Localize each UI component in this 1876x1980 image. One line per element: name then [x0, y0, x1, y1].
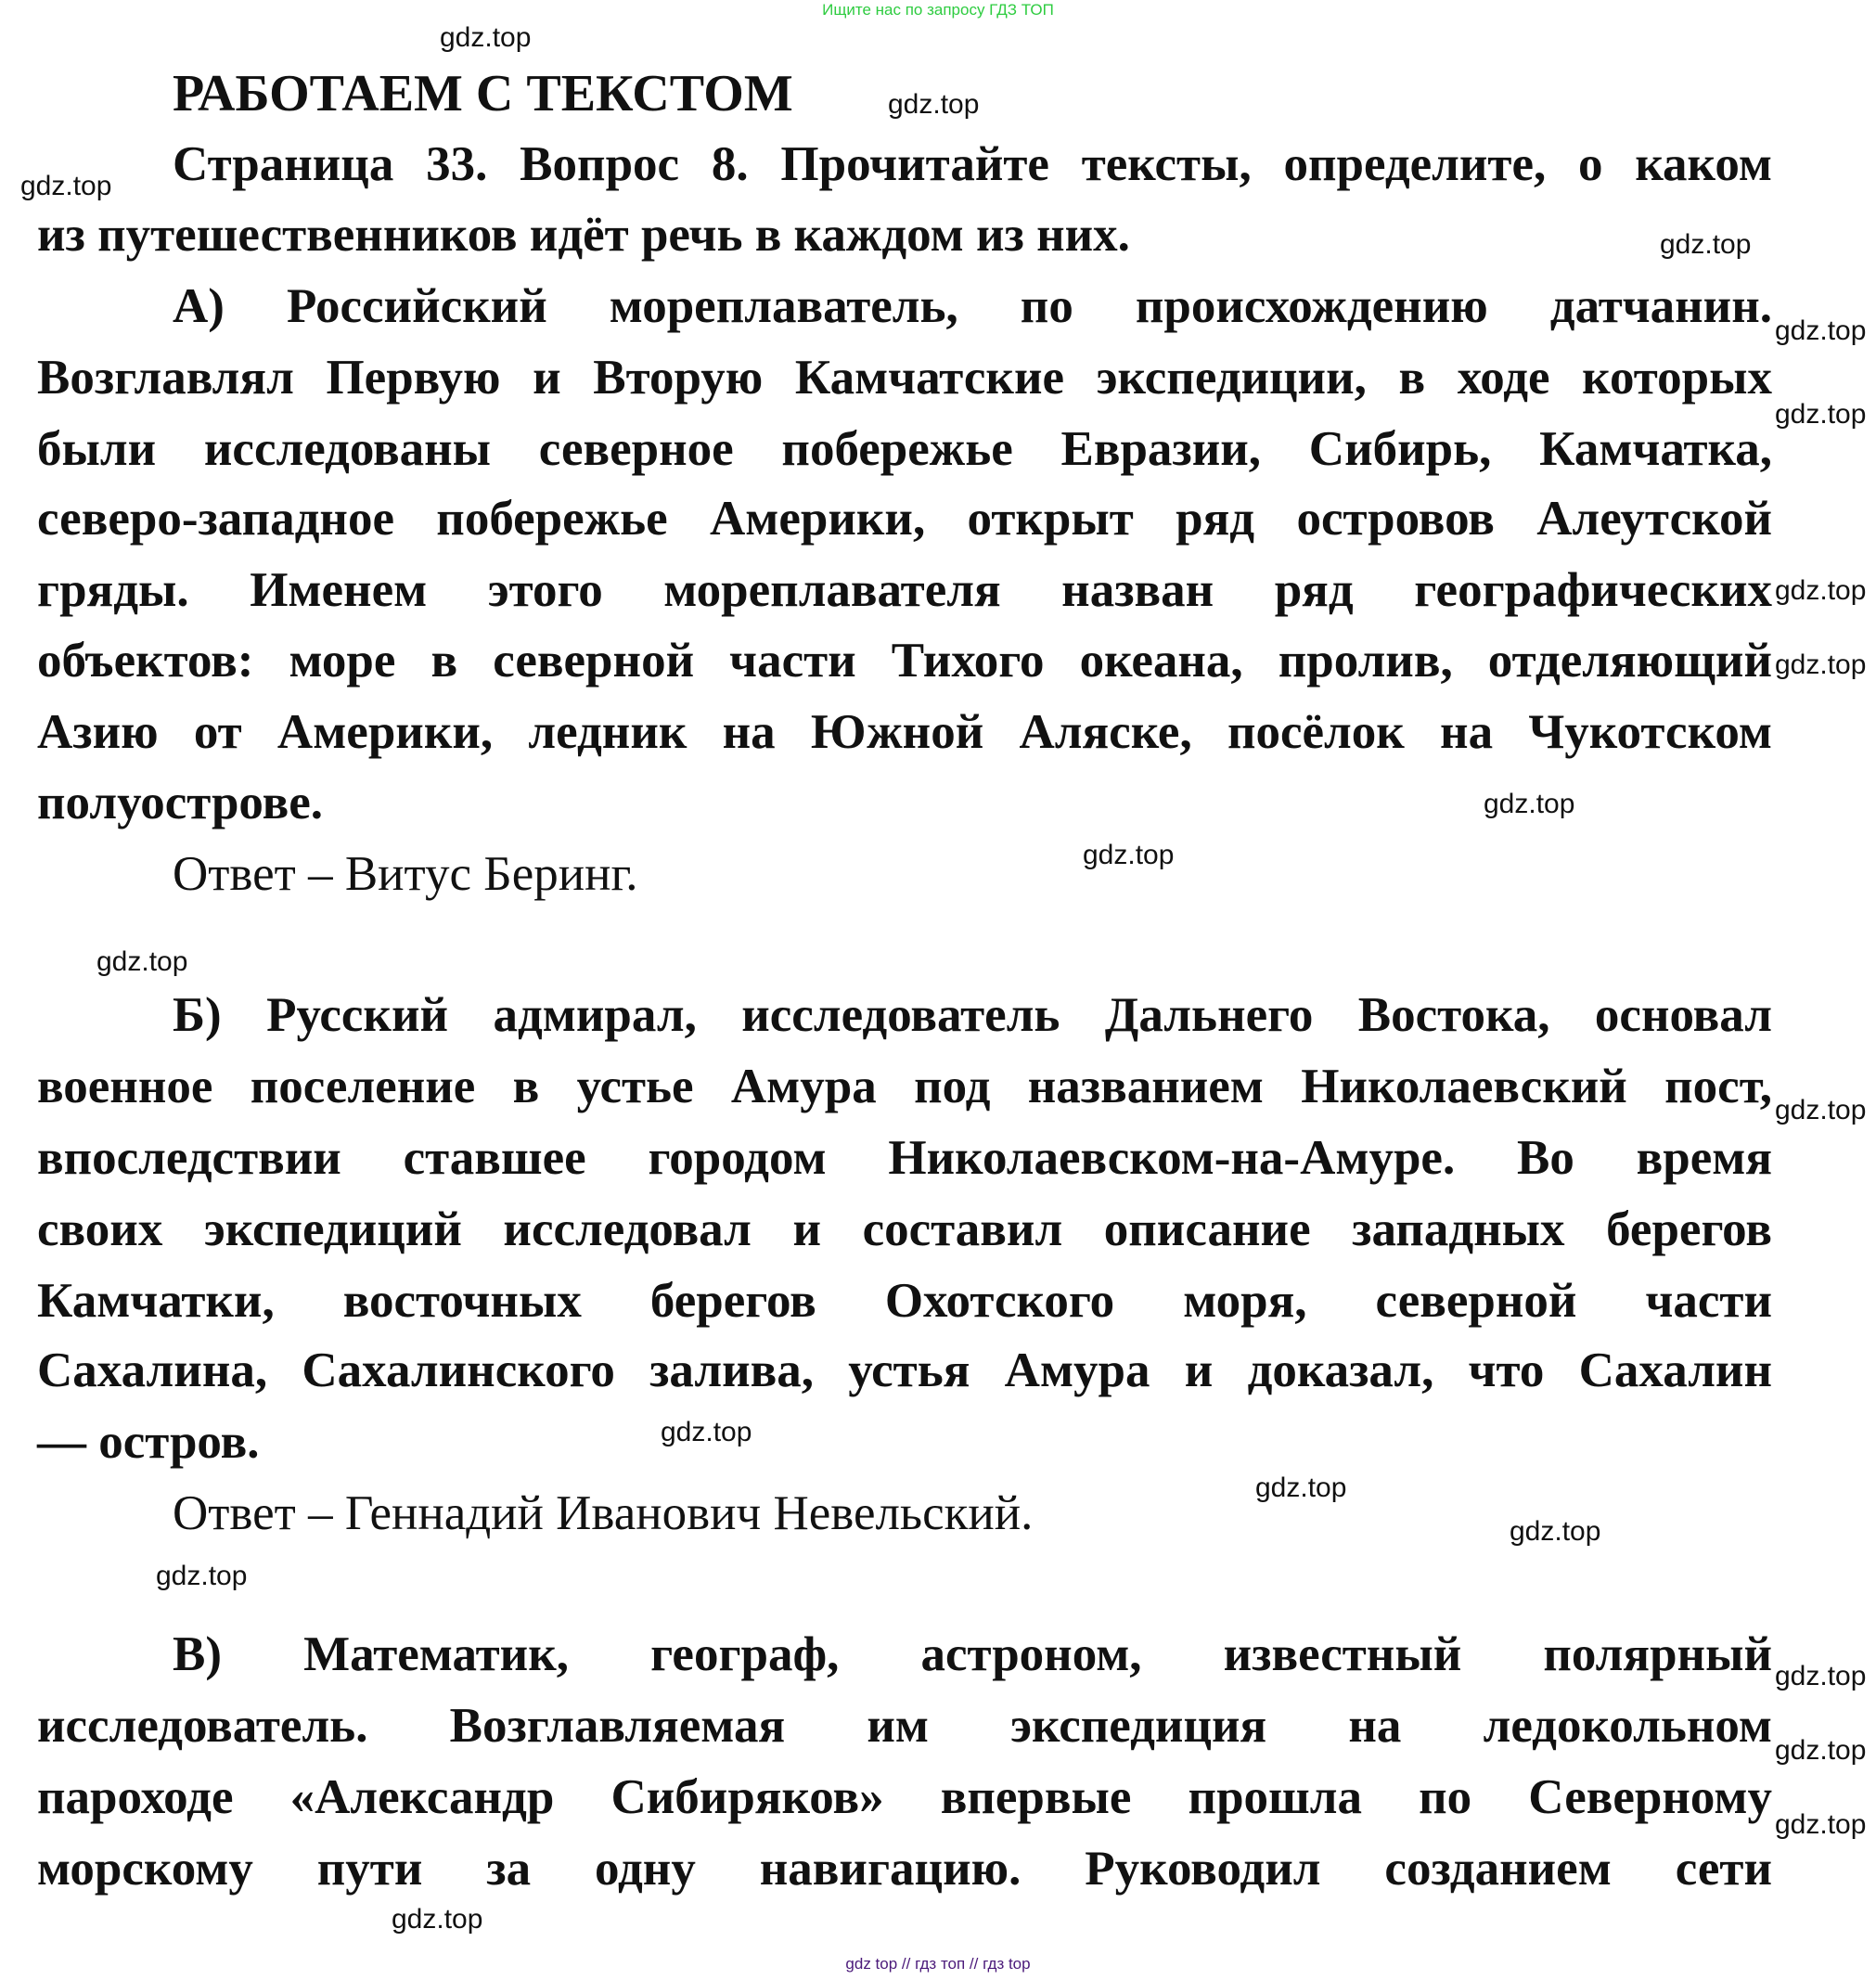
watermark: gdz.top — [96, 946, 188, 977]
watermark: gdz.top — [1660, 229, 1752, 260]
answer-a: Ответ – Витус Беринг. — [173, 847, 638, 901]
watermark: gdz.top — [392, 1904, 483, 1935]
watermark: gdz.top — [661, 1417, 752, 1447]
question-line: из путешественников идёт речь в каждом из них. — [37, 208, 1130, 262]
top-banner[interactable]: Ищите нас по запросу ГДЗ ТОП — [822, 1, 1054, 19]
watermark: gdz.top — [1083, 840, 1175, 870]
watermark: gdz.top — [440, 22, 532, 53]
text-a-line: Возглавлял Первую и Вторую Камчатские экспедиции, в ходе которых — [37, 351, 1772, 405]
text-b-line: военное поселение в устье Амура под названием Николаевский пост, — [37, 1060, 1772, 1113]
watermark: gdz.top — [888, 89, 980, 120]
bottom-banner[interactable]: gdz top // гдз топ // гдз top — [845, 1955, 1031, 1973]
text-b-line: Камчатки, восточных берегов Охотского моря, северной части — [37, 1274, 1772, 1328]
watermark: gdz.top — [1775, 1095, 1867, 1125]
watermark: gdz.top — [1775, 1809, 1867, 1840]
answer-b: Ответ – Геннадий Иванович Невельский. — [173, 1486, 1034, 1540]
text-a-line: полуострове. — [37, 776, 324, 829]
watermark: gdz.top — [1510, 1516, 1601, 1547]
watermark: gdz.top — [1775, 315, 1867, 346]
watermark: gdz.top — [20, 171, 112, 201]
text-a-line: объектов: море в северной части Тихого океана, пролив, отделяющий — [37, 634, 1772, 688]
text-a-line: гряды. Именем этого мореплавателя назван ряд географических — [37, 563, 1772, 617]
text-b-line: Сахалина, Сахалинского залива, устья Амура и доказал, что Сахалин — [37, 1344, 1772, 1397]
text-a-line: были исследованы северное побережье Евразии, Сибирь, Камчатка, — [37, 422, 1772, 476]
page-title: РАБОТАЕМ С ТЕКСТОМ — [173, 65, 793, 122]
text-v-line: морскому пути за одну навигацию. Руководил созданием сети — [37, 1842, 1772, 1896]
text-b-line: Б) Русский адмирал, исследователь Дальнего Востока, основал — [173, 988, 1772, 1042]
text-b-line: своих экспедиций исследовал и составил описание западных берегов — [37, 1202, 1772, 1256]
watermark: gdz.top — [1255, 1472, 1347, 1503]
text-a-line: северо-западное побережье Америки, открыт ряд островов Алеутской — [37, 492, 1772, 546]
text-v-line: пароходе «Александр Сибиряков» впервые прошла по Северному — [37, 1770, 1772, 1824]
watermark: gdz.top — [1775, 649, 1867, 680]
text-b-line: впоследствии ставшее городом Николаевском-на-Амуре. Во время — [37, 1131, 1772, 1185]
watermark: gdz.top — [1775, 1661, 1867, 1691]
watermark: gdz.top — [1775, 399, 1867, 430]
text-a-line: А) Российский мореплаватель, по происхождению датчанин. — [173, 279, 1772, 333]
question-line: Страница 33. Вопрос 8. Прочитайте тексты, определите, о каком — [173, 137, 1772, 191]
watermark: gdz.top — [156, 1561, 248, 1591]
watermark: gdz.top — [1775, 1735, 1867, 1766]
text-v-line: В) Математик, географ, астроном, известный полярный — [173, 1627, 1772, 1681]
watermark: gdz.top — [1484, 789, 1575, 819]
text-v-line: исследователь. Возглавляемая им экспедиция на ледокольном — [37, 1699, 1772, 1753]
text-b-line: — остров. — [37, 1415, 260, 1469]
text-a-line: Азию от Америки, ледник на Южной Аляске, посёлок на Чукотском — [37, 705, 1772, 759]
watermark: gdz.top — [1775, 575, 1867, 606]
